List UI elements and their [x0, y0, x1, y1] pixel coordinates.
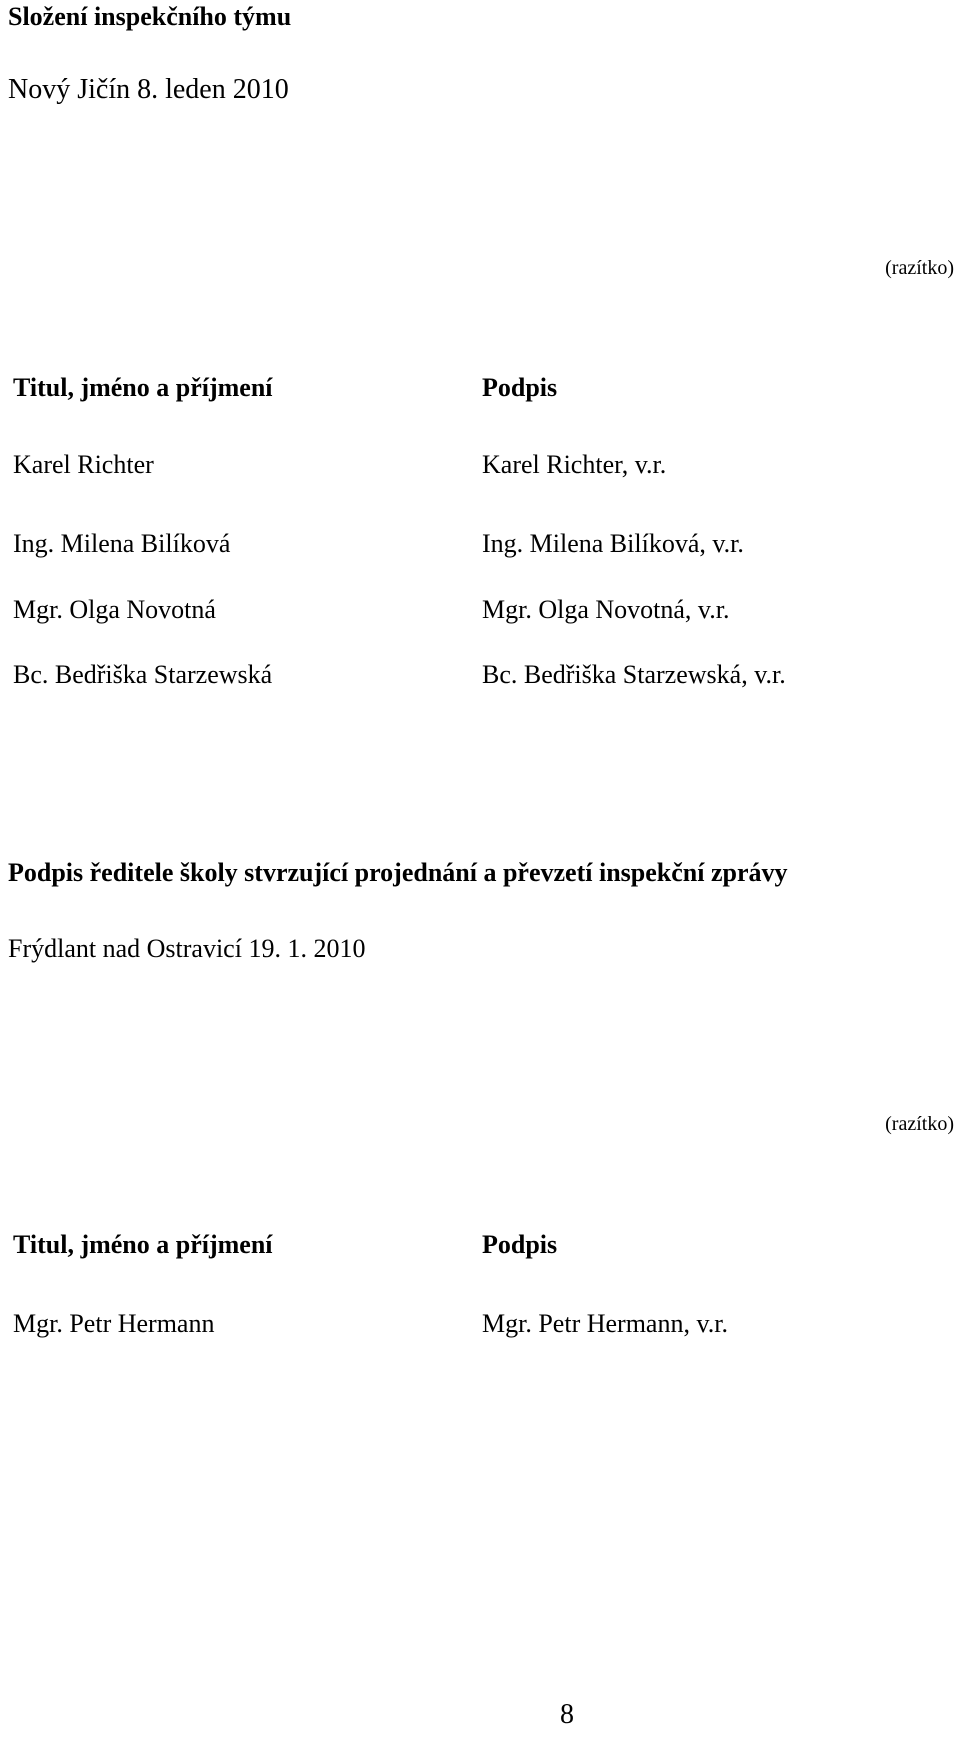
column-header-signature: Podpis [482, 1230, 558, 1259]
member-name: Ing. Milena Bilíková [13, 529, 231, 558]
director-signature-heading: Podpis ředitele školy stvrzující projednání a převzetí inspekční zprávy [8, 858, 788, 887]
place-date: Frýdlant nad Ostravicí 19. 1. 2010 [8, 934, 366, 963]
member-signature: Mgr. Olga Novotná, v.r. [482, 595, 730, 624]
member-signature: Bc. Bedřiška Starzewská, v.r. [482, 660, 786, 689]
column-header-name: Titul, jméno a příjmení [13, 373, 273, 402]
director-name: Mgr. Petr Hermann [13, 1309, 215, 1338]
stamp-label: (razítko) [885, 1113, 954, 1135]
column-header-signature: Podpis [482, 373, 558, 402]
member-name: Karel Richter [13, 450, 154, 479]
page-number: 8 [560, 1699, 574, 1730]
member-name: Bc. Bedřiška Starzewská [13, 660, 273, 689]
member-name: Mgr. Olga Novotná [13, 595, 216, 624]
stamp-label: (razítko) [885, 257, 954, 279]
director-signature: Mgr. Petr Hermann, v.r. [482, 1309, 728, 1338]
section-title: Složení inspekčního týmu [8, 2, 292, 31]
column-header-name: Titul, jméno a příjmení [13, 1230, 273, 1259]
place-date: Nový Jičín 8. leden 2010 [8, 74, 289, 105]
member-signature: Ing. Milena Bilíková, v.r. [482, 529, 744, 558]
member-signature: Karel Richter, v.r. [482, 450, 667, 479]
